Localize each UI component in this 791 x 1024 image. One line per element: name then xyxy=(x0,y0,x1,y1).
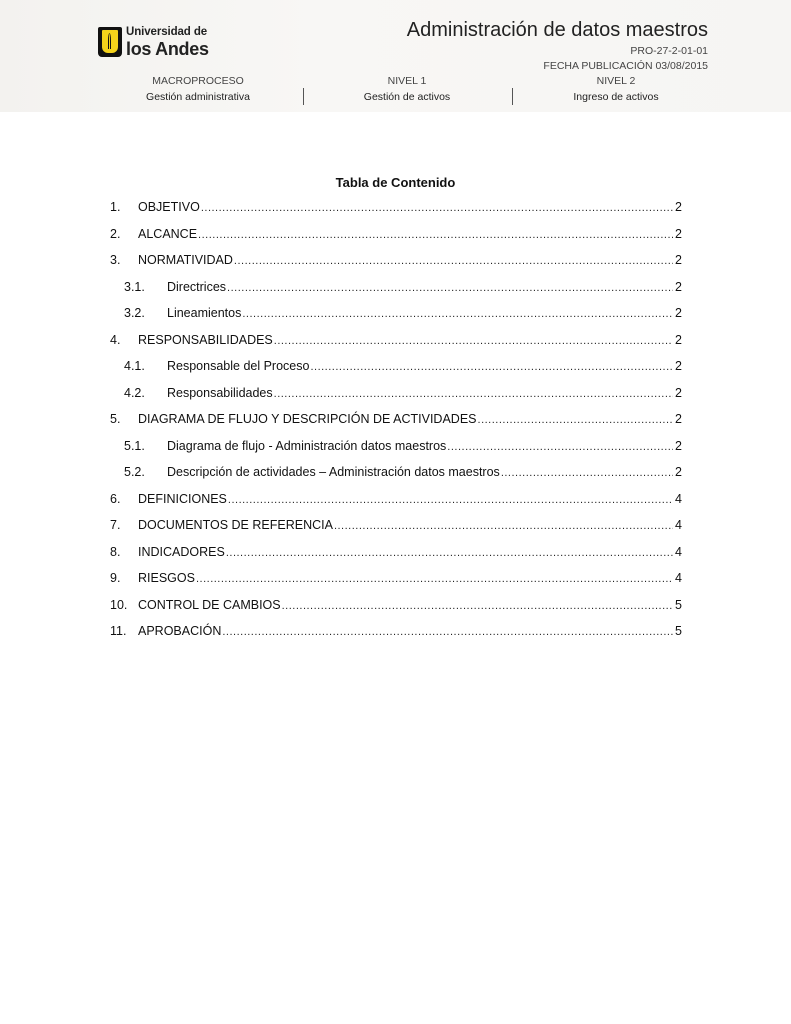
toc-entry[interactable]: 8. INDICADORES ..... 4 xyxy=(110,539,682,566)
toc-subentry[interactable]: 4.1. Responsable del Proceso ..... 2 xyxy=(110,353,682,380)
toc-subentry[interactable]: 5.1. Diagrama de flujo - Administración datos maestros ..... 2 xyxy=(110,433,682,460)
university-logo xyxy=(98,27,209,58)
level-label: MACROPROCESO xyxy=(152,75,244,87)
level-macroproceso xyxy=(98,75,298,103)
university-shield-icon xyxy=(98,27,122,57)
toc-entry[interactable]: 11. APROBACIÓN ..... 5 xyxy=(110,618,682,645)
level-value: Gestión de activos xyxy=(363,91,451,103)
toc-entry[interactable]: 4. RESPONSABILIDADES ..... 2 xyxy=(110,327,682,354)
publication-date: FECHA PUBLICACIÓN 03/08/2015 xyxy=(543,60,708,72)
toc-entry[interactable]: 3. NORMATIVIDAD ..... 2 xyxy=(110,247,682,274)
document-title: Administración de datos maestros xyxy=(406,19,708,41)
toc-entry[interactable]: 9. RIESGOS ..... 4 xyxy=(110,565,682,592)
toc-title: Tabla de Contenido xyxy=(335,175,456,190)
logo-line2: los Andes xyxy=(126,38,209,59)
level-divider xyxy=(512,88,513,105)
toc-subentry[interactable]: 3.1. Directrices ..... 2 xyxy=(110,274,682,301)
level-divider xyxy=(303,88,304,105)
toc-entry[interactable]: 2. ALCANCE ..... 2 xyxy=(110,221,682,248)
toc-entry[interactable]: 5. DIAGRAMA DE FLUJO Y DESCRIPCIÓN DE ACTIVIDADES ..... 2 xyxy=(110,406,682,433)
toc-subentry[interactable]: 3.2. Lineamientos ..... 2 xyxy=(110,300,682,327)
level-label: NIVEL 2 xyxy=(596,75,636,87)
toc-entry[interactable]: 7. DOCUMENTOS DE REFERENCIA ..... 4 xyxy=(110,512,682,539)
level-nivel-2 xyxy=(516,75,716,103)
toc-entry[interactable]: 1. OBJETIVO ..... 2 xyxy=(110,194,682,221)
toc-subentry[interactable]: 4.2. Responsabilidades ..... 2 xyxy=(110,380,682,407)
table-of-contents xyxy=(110,194,682,645)
level-value: Ingreso de activos xyxy=(573,91,659,103)
level-nivel-1 xyxy=(307,75,507,103)
level-label: NIVEL 1 xyxy=(387,75,427,87)
document-code: PRO-27-2-01-01 xyxy=(630,45,708,57)
toc-entry[interactable]: 6. DEFINICIONES ..... 4 xyxy=(110,486,682,513)
level-value: Gestión administrativa xyxy=(146,91,250,103)
toc-subentry[interactable]: 5.2. Descripción de actividades – Administración datos maestros ..... 2 xyxy=(110,459,682,486)
logo-line1: Universidad de xyxy=(126,26,208,38)
document-header xyxy=(0,0,791,112)
toc-entry[interactable]: 10. CONTROL DE CAMBIOS ..... 5 xyxy=(110,592,682,619)
